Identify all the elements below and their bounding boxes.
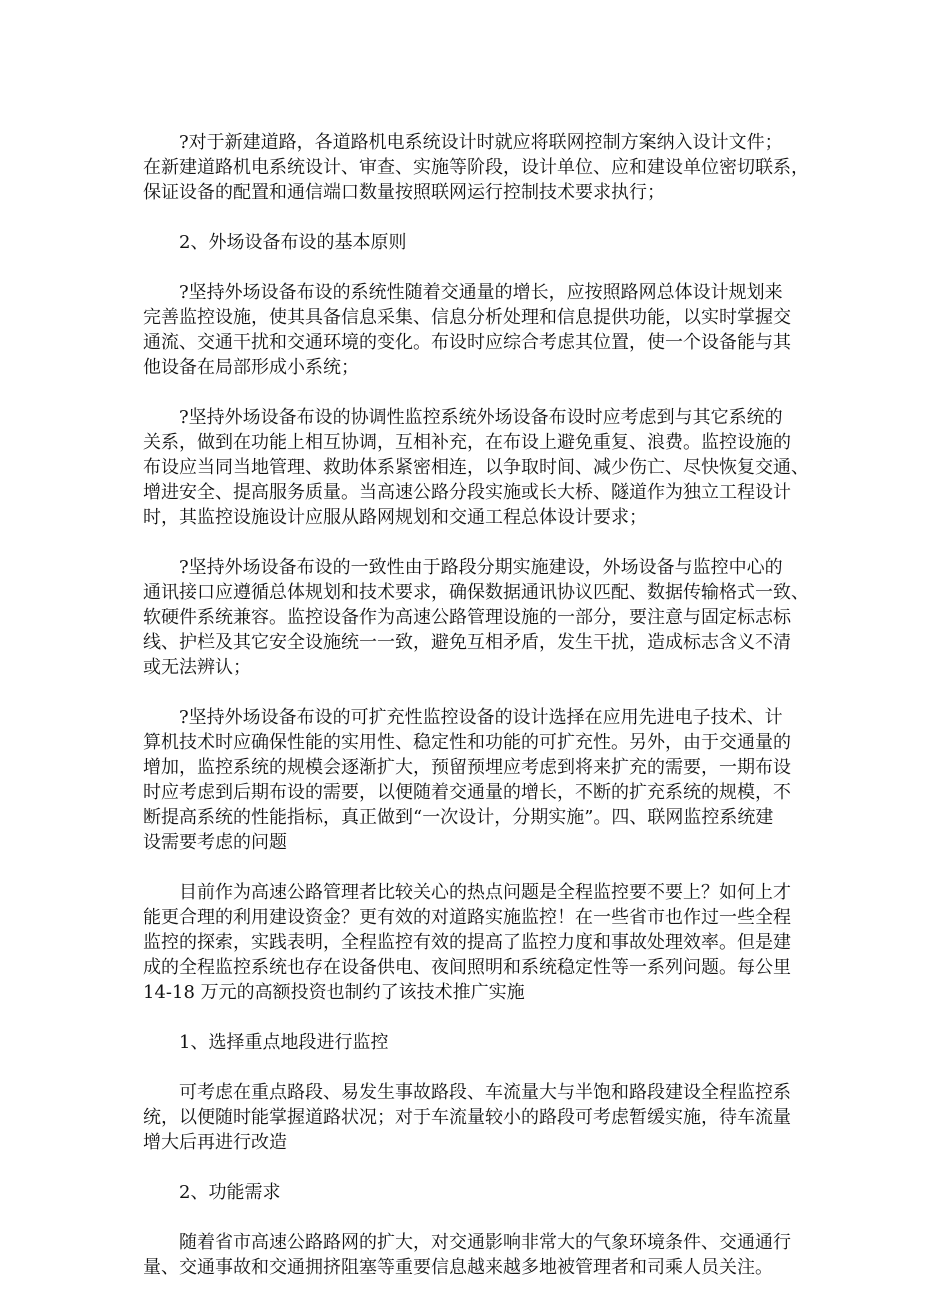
paragraph-coordination: ?坚持外场设备布设的协调性监控系统外场设备布设时应考虑到与其它系统的 关系，做到在功能上相互协调，互相补充，在布设上避免重复、浪费。监控设施的 布设应当同当地管理、救助体系紧密相连，以争取时间、减少伤亡、尽快恢复交通、 增进安全、提高服务质量。当高速公路分段实施或长大桥、隧道作为独立工程设计 时，其监控设施设计应服从路网规划和交通工程总体设计要求；: [143, 407, 809, 528]
paragraph-full-monitoring: 目前作为高速公路管理者比较关心的热点问题是全程监控要不要上？如何上才 能更合理的利用建设资金？更有效的对道路实施监控！在一些省市也作过一些全程 监控的探索，实践表明，全程监控有效的提高了监控力度和事故处理效率。但是建 成的全程监控系统也存在设备供电、夜间照明和系统稳定性等一系列问题。每公里 14-18 万元的高额投资也制约了该技术推广实施: [143, 882, 791, 1003]
paragraph-key-sections: 可考虑在重点路段、易发生事故路段、车流量大与半饱和路段建设全程监控系 统，以便随时能掌握道路状况；对于车流量较小的路段可考虑暂缓实施，待车流量 增大后再进行改造: [143, 1082, 791, 1153]
document-body: [143, 130, 823, 1305]
paragraph-consistency: ?坚持外场设备布设的一致性由于路段分期实施建设，外场设备与监控中心的 通讯接口应遵循总体规划和技术要求，确保数据通讯协议匹配、数据传输格式一致、 软硬件系统兼容。监控设备作为高速公路管理设施的一部分，要注意与固定标志标 线、护栏及其它安全设施统一一致，避免互相矛盾，发生干扰，造成标志含义不清 或无法辨认；: [143, 557, 809, 678]
section-heading-key-sections: 1、选择重点地段进行监控: [179, 1032, 389, 1053]
paragraph-new-road-design: ?对于新建道路，各道路机电系统设计时就应将联网控制方案纳入设计文件； 在新建道路机电系统设计、审查、实施等阶段，设计单位、应和建设单位密切联系， 保证设备的配置和通信端口数量按照联网运行控制技术要求执行；: [143, 132, 809, 203]
paragraph-systematic: ?坚持外场设备布设的系统性随着交通量的增长，应按照路网总体设计规划来 完善监控设施，使其具备信息采集、信息分析处理和信息提供功能，以实时掌握交 通流、交通干扰和交通环境的变化。布设时应综合考虑其位置，使一个设备能与其 他设备在局部形成小系统；: [143, 282, 791, 378]
paragraph-expandability: ?坚持外场设备布设的可扩充性监控设备的设计选择在应用先进电子技术、计 算机技术时应确保性能的实用性、稳定性和功能的可扩充性。另外，由于交通量的 增加，监控系统的规模会逐渐扩大，预留预埋应考虑到将来扩充的需要，一期布设 时应考虑到后期布设的需要，以便随着交通量的增长，不断的扩充系统的规模，不 断提高系统的性能指标，真正做到“一次设计，分期实施”。四、联网监控系统建 设需要考虑的问题: [143, 707, 791, 853]
section-heading-field-equipment-principles: 2、外场设备布设的基本原则: [179, 232, 407, 253]
section-heading-function-requirements: 2、功能需求: [179, 1182, 281, 1203]
paragraph-function-requirements: 随着省市高速公路路网的扩大，对交通影响非常大的气象环境条件、交通通行 量、交通事故和交通拥挤阻塞等重要信息越来越多地被管理者和司乘人员关注。: [143, 1232, 791, 1278]
